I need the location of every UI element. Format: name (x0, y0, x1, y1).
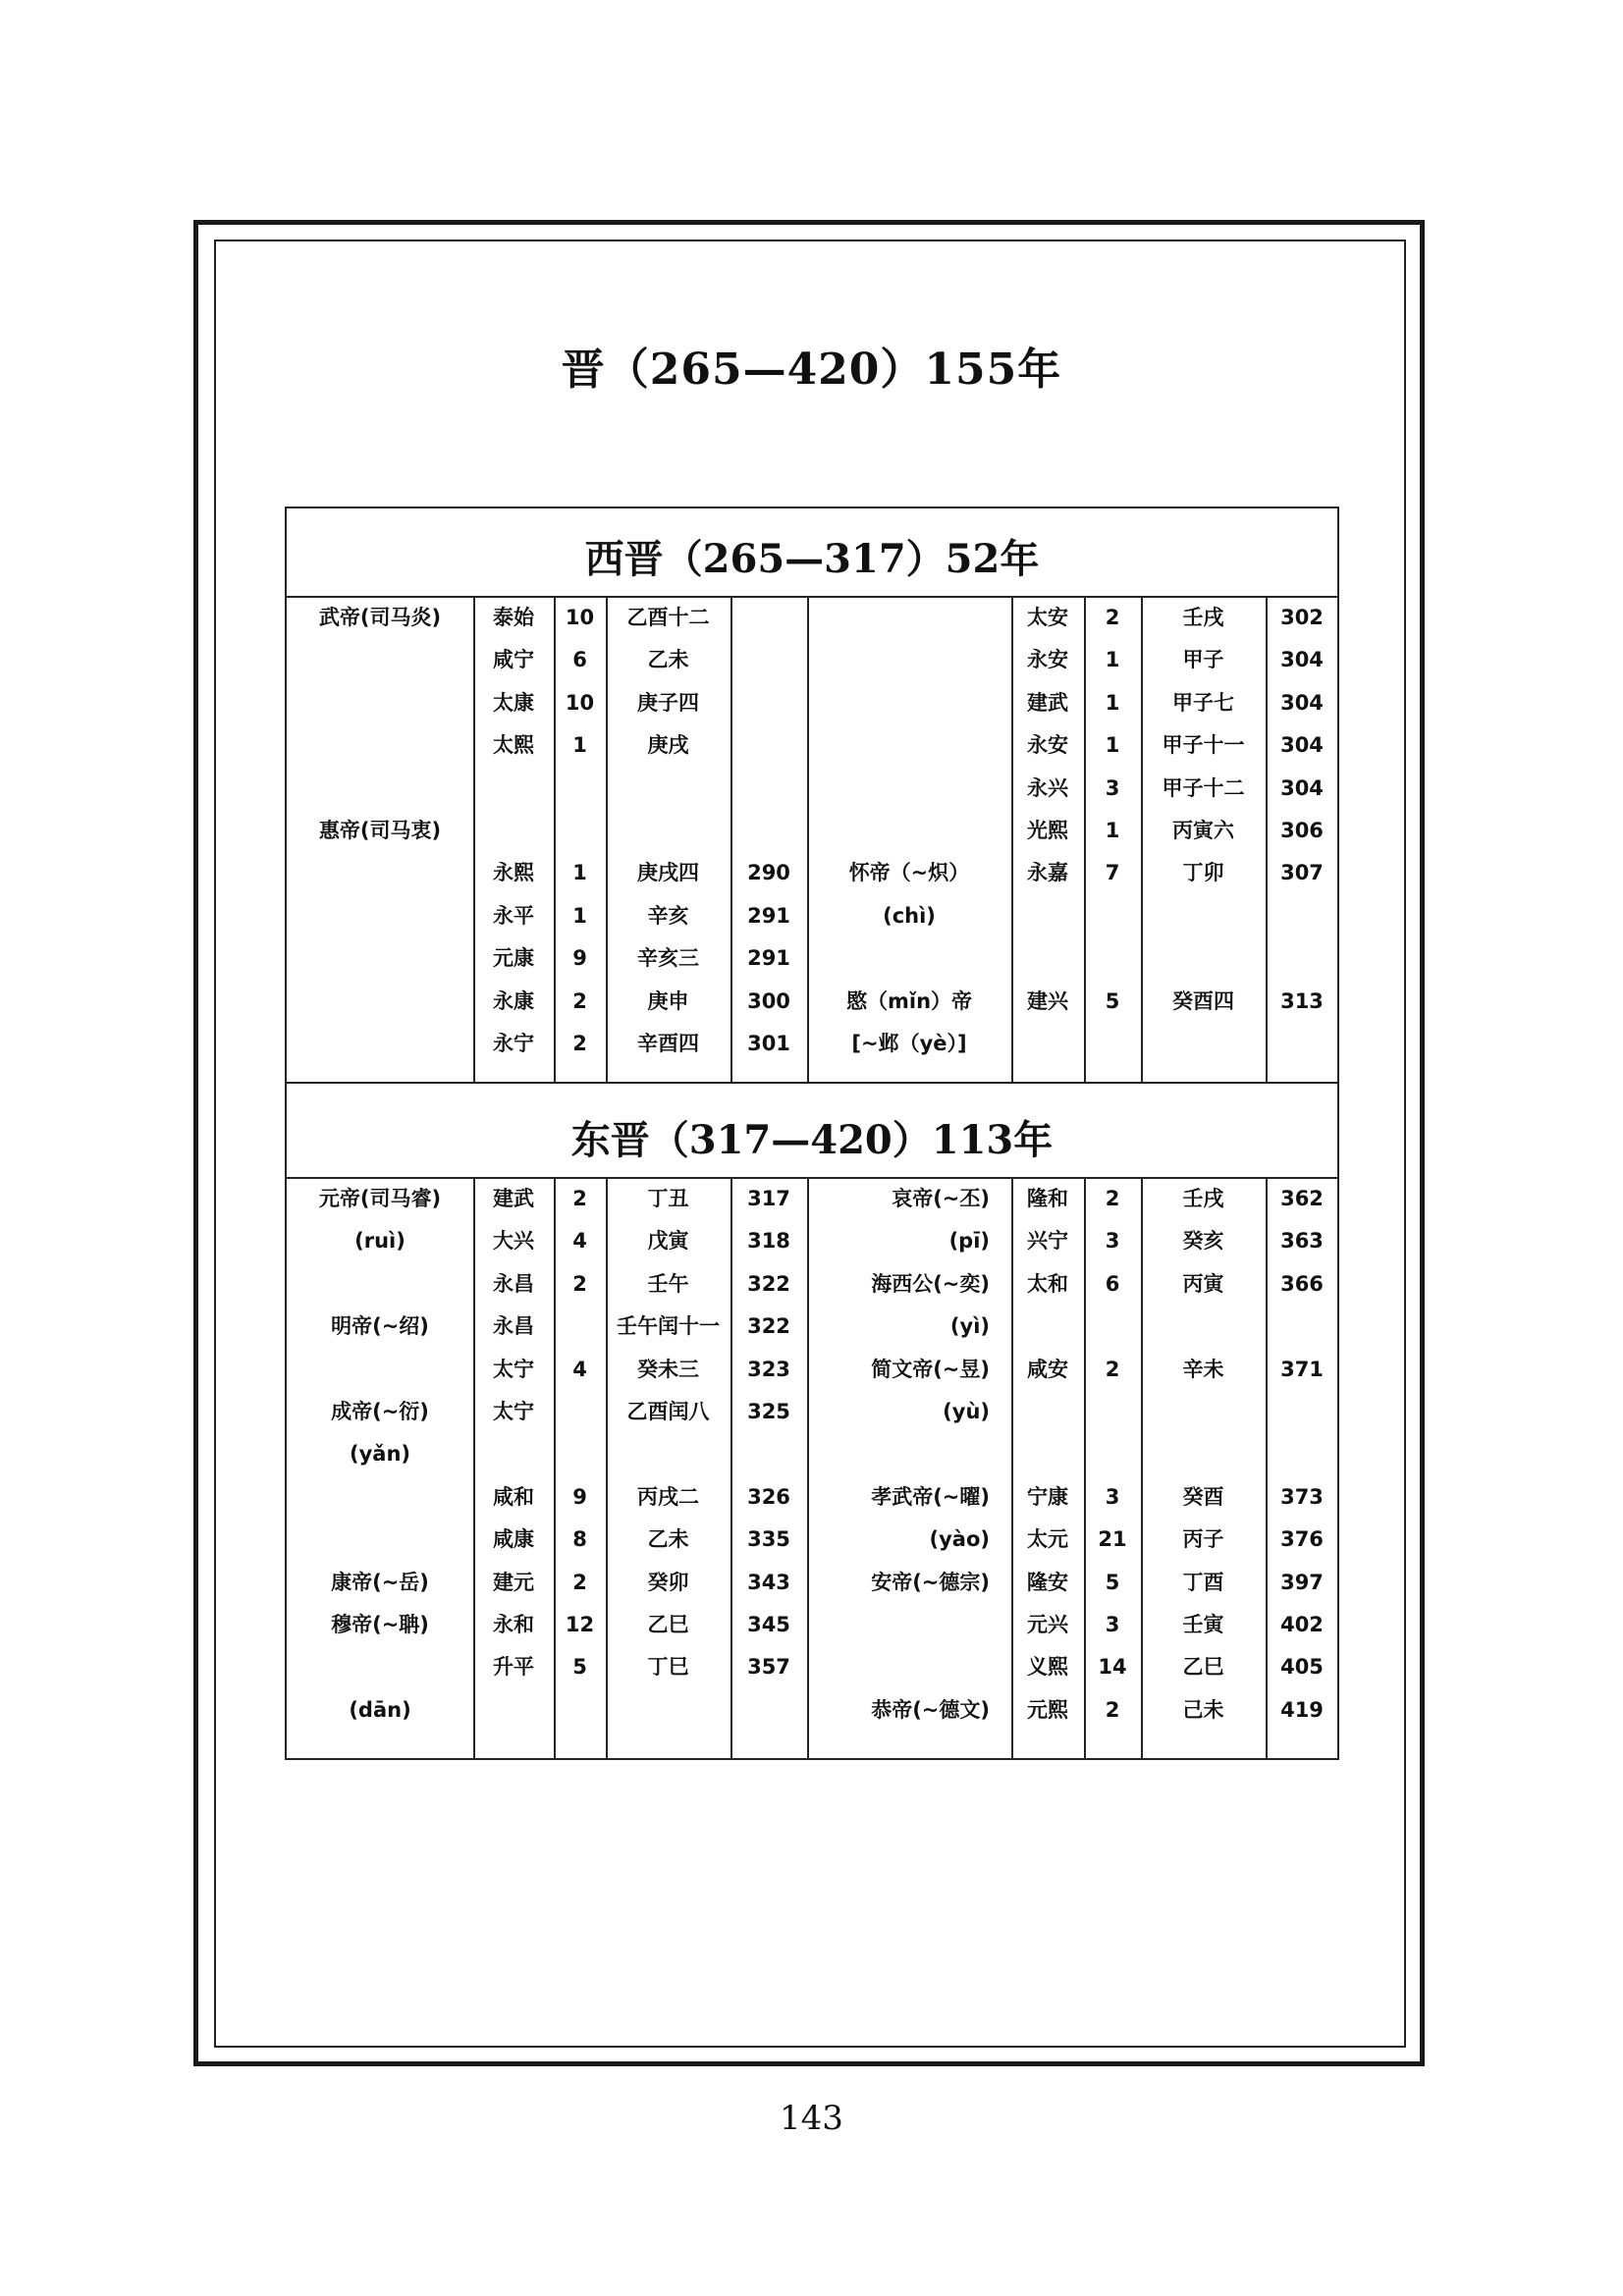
table-cell-years: 8 (572, 1527, 587, 1552)
table-cell-years: 4 (572, 1357, 587, 1381)
table-cell-ganzhi: 乙未 (647, 1527, 689, 1552)
table-cell-ganzhi2: 丙寅 (1182, 1271, 1224, 1296)
table-cell-era: 永平 (493, 903, 534, 928)
table-cell-emperor2: (pī) (948, 1229, 990, 1254)
table-cell-start2: 371 (1280, 1357, 1324, 1381)
table-cell-ganzhi: 丁丑 (647, 1187, 689, 1210)
table-cell-emperor2: (yì) (949, 1314, 990, 1339)
table-cell-years2: 2 (1105, 1697, 1120, 1722)
column-rule (807, 1177, 809, 1760)
table-cell-era: 建武 (493, 1187, 534, 1210)
table-cell-era2: 永安 (1027, 648, 1068, 672)
table-cell-era: 永宁 (493, 1032, 534, 1055)
table-cell-era2: 永兴 (1027, 775, 1068, 800)
table-cell-era: 永熙 (493, 861, 534, 885)
table-cell-emperor: 成帝(~衍) (331, 1400, 429, 1423)
table-cell-start: 322 (747, 1271, 790, 1296)
table-cell-ganzhi: 庚戌四 (637, 861, 699, 885)
table-cell-era2: 元兴 (1027, 1613, 1068, 1636)
table-cell-years: 9 (572, 1484, 587, 1509)
table-cell-years2: 2 (1105, 606, 1120, 629)
table-cell-emperor2: (yào) (929, 1527, 990, 1552)
table-cell-years: 2 (572, 1032, 587, 1055)
table-cell-ganzhi2: 辛未 (1182, 1357, 1224, 1381)
table-cell-years: 10 (565, 606, 595, 629)
table-cell-era2: 永安 (1027, 733, 1068, 758)
table-cell-era2: 隆和 (1027, 1187, 1068, 1210)
table-cell-era: 泰始 (493, 606, 534, 629)
table-cell-emperor2: [~邺（yè）] (851, 1032, 967, 1055)
table-cell-emperor2: 恭帝(~德文) (871, 1697, 990, 1722)
table-cell-emperor: (ruì) (354, 1229, 406, 1254)
table-cell-start2: 366 (1280, 1271, 1324, 1296)
table-cell-years2: 3 (1105, 1613, 1120, 1636)
table-cell-years: 4 (572, 1229, 587, 1254)
table-cell-era2: 咸安 (1027, 1357, 1068, 1381)
table-cell-emperor2: (chì) (883, 903, 936, 928)
eastern-jin-heading: 东晋（317—420）113年 (570, 1117, 1054, 1163)
table-cell-emperor2: (yù) (943, 1400, 990, 1423)
table-cell-start2: 363 (1280, 1229, 1324, 1254)
table-cell-era2: 义熙 (1027, 1655, 1068, 1680)
table-cell-era: 太宁 (493, 1400, 534, 1423)
table-cell-start: 357 (747, 1655, 790, 1680)
table-cell-ganzhi: 庚戌 (647, 733, 689, 758)
table-cell-start2: 304 (1280, 733, 1324, 758)
table-cell-years: 2 (572, 1271, 587, 1296)
table-cell-ganzhi2: 丙子 (1182, 1527, 1224, 1552)
table-cell-years2: 3 (1105, 1484, 1120, 1509)
table-cell-ganzhi: 丙戌二 (637, 1484, 699, 1509)
table-cell-start: 322 (747, 1314, 790, 1339)
table-cell-ganzhi: 癸卯 (647, 1570, 689, 1594)
table-cell-ganzhi: 庚子四 (637, 690, 699, 715)
table-cell-ganzhi: 辛亥 (647, 903, 689, 928)
table-cell-emperor: 明帝(~绍) (331, 1314, 429, 1339)
table-cell-era: 太熙 (493, 733, 534, 758)
table-cell-ganzhi: 乙巳 (647, 1613, 689, 1636)
table-cell-start2: 397 (1280, 1570, 1324, 1594)
dynasty-table (285, 507, 1339, 1760)
table-cell-ganzhi2: 癸亥 (1182, 1229, 1224, 1254)
table-cell-start: 300 (747, 988, 790, 1013)
table-cell-start2: 313 (1280, 988, 1324, 1013)
table-cell-ganzhi: 辛亥三 (637, 946, 699, 971)
table-cell-years2: 3 (1105, 1229, 1120, 1254)
table-cell-era: 咸和 (493, 1484, 534, 1509)
table-cell-ganzhi2: 丙寅六 (1172, 819, 1234, 842)
table-cell-years: 2 (572, 1187, 587, 1210)
table-cell-emperor: 穆帝(~聃) (331, 1613, 429, 1636)
table-cell-years: 6 (572, 648, 587, 672)
table-cell-years2: 7 (1105, 861, 1120, 885)
table-cell-era2: 太安 (1027, 606, 1068, 629)
western-jin-heading: 西晋（265—317）52年 (584, 536, 1040, 582)
table-cell-years2: 1 (1105, 648, 1120, 672)
table-cell-era2: 元熙 (1027, 1697, 1068, 1722)
table-cell-start: 326 (747, 1484, 790, 1509)
table-cell-start2: 362 (1280, 1187, 1324, 1210)
table-cell-years: 5 (572, 1655, 587, 1680)
table-cell-emperor2: 愍（mǐn）帝 (845, 988, 973, 1013)
table-cell-emperor: 元帝(司马睿) (318, 1187, 442, 1210)
table-cell-start2: 306 (1280, 819, 1324, 842)
table-cell-start2: 302 (1280, 606, 1324, 629)
table-cell-ganzhi: 乙酉十二 (626, 606, 710, 629)
table-cell-era: 升平 (493, 1655, 534, 1680)
table-cell-era: 咸宁 (493, 648, 534, 672)
table-cell-era2: 永嘉 (1027, 861, 1068, 885)
table-cell-start2: 405 (1280, 1655, 1324, 1680)
table-cell-start2: 419 (1280, 1697, 1324, 1722)
table-cell-ganzhi2: 丁酉 (1182, 1570, 1224, 1594)
table-cell-era2: 宁康 (1027, 1484, 1068, 1509)
table-cell-years2: 2 (1105, 1187, 1120, 1210)
divider (287, 596, 1337, 598)
table-cell-era: 元康 (493, 946, 534, 971)
table-cell-emperor2: 孝武帝(~曜) (871, 1484, 990, 1509)
table-cell-ganzhi2: 癸酉 (1182, 1484, 1224, 1509)
table-cell-start: 291 (747, 903, 790, 928)
column-rule (807, 596, 809, 1082)
table-cell-ganzhi2: 乙巳 (1182, 1655, 1224, 1680)
table-cell-emperor2: 哀帝(~丕) (892, 1187, 990, 1210)
table-cell-era: 太康 (493, 690, 534, 715)
table-cell-ganzhi2: 甲子十一 (1162, 733, 1245, 758)
table-cell-era2: 光熙 (1027, 819, 1068, 842)
table-cell-ganzhi2: 癸酉四 (1172, 988, 1234, 1013)
table-cell-era: 咸康 (493, 1527, 534, 1552)
table-cell-start: 290 (747, 861, 790, 885)
table-cell-years2: 5 (1105, 988, 1120, 1013)
table-cell-start: 323 (747, 1357, 790, 1381)
divider (287, 1082, 1337, 1084)
table-cell-emperor2: 安帝(~德宗) (871, 1570, 990, 1594)
divider (287, 1177, 1337, 1179)
table-cell-emperor: (yǎn) (349, 1442, 410, 1467)
table-cell-emperor2: 简文帝(~昱) (871, 1357, 990, 1381)
table-cell-ganzhi: 丁巳 (647, 1655, 689, 1680)
table-cell-era2: 隆安 (1027, 1570, 1068, 1594)
table-cell-ganzhi: 癸未三 (637, 1357, 699, 1381)
table-cell-era2: 太元 (1027, 1527, 1068, 1552)
table-cell-ganzhi: 乙酉闰八 (626, 1400, 710, 1423)
page-title: 晋（265—420）155年 (561, 345, 1062, 395)
table-cell-emperor: 康帝(~岳) (331, 1570, 429, 1594)
page-number: 143 (780, 2099, 843, 2138)
table-cell-start: 343 (747, 1570, 790, 1594)
table-cell-era2: 建武 (1027, 690, 1068, 715)
table-cell-start: 335 (747, 1527, 790, 1552)
table-cell-start2: 304 (1280, 775, 1324, 800)
table-cell-ganzhi: 辛酉四 (637, 1032, 699, 1055)
table-cell-years2: 6 (1105, 1271, 1120, 1296)
table-cell-emperor: 惠帝(司马衷) (318, 819, 442, 842)
table-cell-ganzhi2: 丁卯 (1182, 861, 1224, 885)
table-cell-era: 永康 (493, 988, 534, 1013)
table-cell-years2: 5 (1105, 1570, 1120, 1594)
table-cell-years2: 1 (1105, 819, 1120, 842)
table-cell-start2: 304 (1280, 690, 1324, 715)
table-cell-start2: 376 (1280, 1527, 1324, 1552)
table-cell-start2: 402 (1280, 1613, 1324, 1636)
table-cell-era: 永昌 (493, 1314, 534, 1339)
table-cell-ganzhi: 壬午 (647, 1271, 689, 1296)
table-cell-ganzhi2: 甲子七 (1172, 690, 1234, 715)
table-cell-start: 317 (747, 1187, 790, 1210)
table-cell-ganzhi2: 壬戌 (1182, 1187, 1224, 1210)
table-cell-years: 1 (572, 861, 587, 885)
table-cell-years2: 14 (1098, 1655, 1127, 1680)
table-cell-years: 10 (565, 690, 595, 715)
table-cell-emperor: (dān) (349, 1697, 411, 1722)
table-cell-years: 1 (572, 733, 587, 758)
table-cell-ganzhi2: 甲子十二 (1162, 775, 1245, 800)
table-cell-era: 大兴 (493, 1229, 534, 1254)
table-cell-era: 建元 (493, 1570, 534, 1594)
table-cell-start: 345 (747, 1613, 790, 1636)
table-cell-years: 1 (572, 903, 587, 928)
table-cell-ganzhi2: 壬戌 (1182, 606, 1224, 629)
table-cell-start2: 307 (1280, 861, 1324, 885)
table-cell-era: 太宁 (493, 1357, 534, 1381)
table-cell-era2: 太和 (1027, 1271, 1068, 1296)
table-cell-start: 325 (747, 1400, 790, 1423)
table-cell-years: 2 (572, 988, 587, 1013)
table-cell-start: 301 (747, 1032, 790, 1055)
table-cell-years: 2 (572, 1570, 587, 1594)
table-cell-years2: 1 (1105, 733, 1120, 758)
table-cell-years2: 2 (1105, 1357, 1120, 1381)
table-cell-years: 12 (565, 1613, 595, 1636)
table-cell-years2: 3 (1105, 775, 1120, 800)
table-cell-ganzhi2: 己未 (1182, 1697, 1224, 1722)
table-cell-start: 318 (747, 1229, 790, 1254)
table-cell-start: 291 (747, 946, 790, 971)
table-cell-emperor: 武帝(司马炎) (318, 606, 442, 629)
table-cell-ganzhi: 庚申 (647, 988, 689, 1013)
table-cell-ganzhi: 乙未 (647, 648, 689, 672)
table-cell-era2: 建兴 (1027, 988, 1068, 1013)
table-cell-years2: 1 (1105, 690, 1120, 715)
table-cell-years2: 21 (1098, 1527, 1127, 1552)
table-cell-start2: 304 (1280, 648, 1324, 672)
table-cell-ganzhi2: 壬寅 (1182, 1613, 1224, 1636)
table-cell-years: 9 (572, 946, 587, 971)
table-cell-ganzhi: 戊寅 (647, 1229, 689, 1254)
table-cell-ganzhi: 壬午闰十一 (617, 1314, 720, 1339)
table-cell-era: 永昌 (493, 1271, 534, 1296)
table-cell-ganzhi2: 甲子 (1182, 648, 1224, 672)
table-cell-era: 永和 (493, 1613, 534, 1636)
table-cell-start2: 373 (1280, 1484, 1324, 1509)
table-cell-era2: 兴宁 (1027, 1229, 1068, 1254)
table-cell-emperor2: 海西公(~奕) (871, 1271, 990, 1296)
table-cell-emperor2: 怀帝（~炽） (848, 861, 970, 885)
